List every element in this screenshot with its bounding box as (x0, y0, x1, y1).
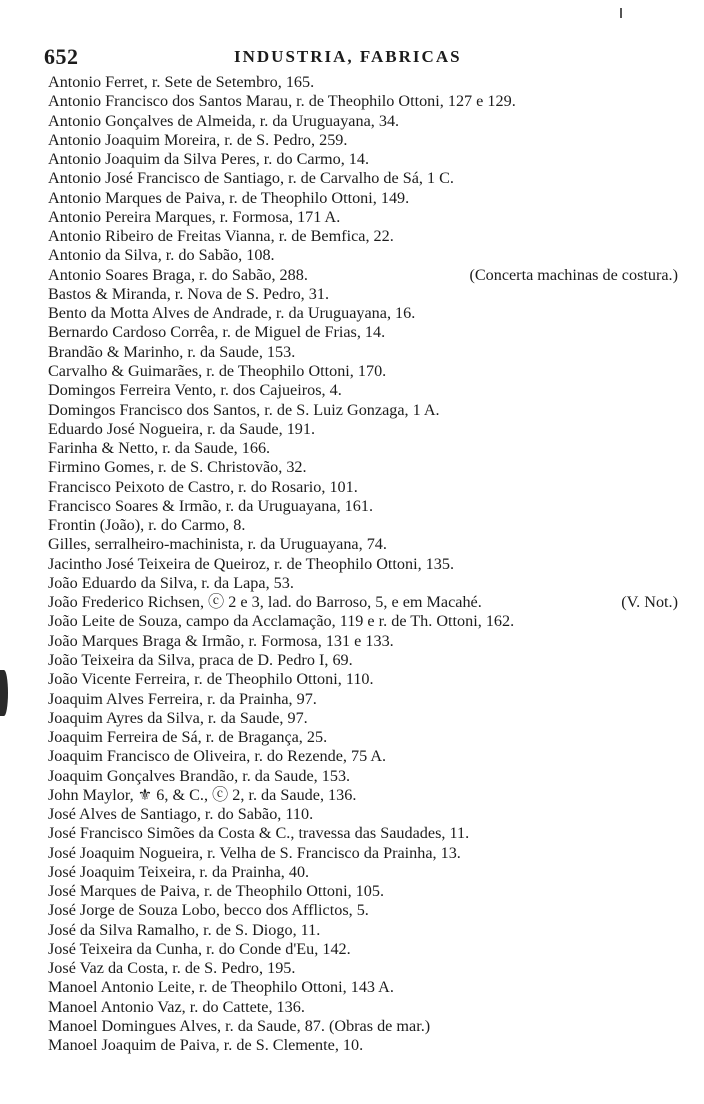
directory-entry: Antonio José Francisco de Santiago, r. de Carvalho de Sá, 1 C. (48, 169, 454, 188)
directory-entry: João Vicente Ferreira, r. de Theophilo Ottoni, 110. (48, 670, 374, 689)
directory-entry: Manoel Antonio Leite, r. de Theophilo Ottoni, 143 A. (48, 978, 394, 997)
entry-main-text: João Frederico Richsen, ⓒ 2 e 3, lad. do Barroso, 5, e em Macahé. (48, 593, 482, 612)
directory-entry: Antonio Ferret, r. Sete de Setembro, 165. (48, 73, 315, 91)
directory-entry: Bernardo Cardoso Corrêa, r. de Miguel de Frias, 14. (48, 323, 386, 342)
directory-entry: Farinha & Netto, r. da Saude, 166. (48, 439, 271, 458)
binding-mark (0, 670, 8, 716)
directory-entry: José Joaquim Teixeira, r. da Prainha, 40. (48, 862, 310, 881)
directory-entry: Joaquim Francisco de Oliveira, r. do Rezende, 75 A. (48, 747, 387, 766)
directory-entry: Gilles, serralheiro-machinista, r. da Uruguayana, 74. (48, 535, 387, 554)
directory-entry: Manoel Domingues Alves, r. da Saude, 87. (Obras de mar.) (48, 1017, 431, 1036)
directory-entry: Firmino Gomes, r. de S. Christovão, 32. (48, 458, 307, 477)
directory-list (48, 73, 678, 1056)
page-number: 652 (44, 44, 79, 69)
directory-entry: Joaquim Gonçalves Brandão, r. da Saude, 153. (48, 766, 351, 785)
directory-entry: José Francisco Simões da Costa & C., travessa das Saudades, 11. (48, 824, 470, 843)
directory-entry: Manoel Joaquim de Paiva, r. de S. Clemente, 10. (48, 1036, 364, 1055)
directory-entry: Francisco Peixoto de Castro, r. do Rosario, 101. (48, 477, 358, 496)
directory-entry: Joaquim Alves Ferreira, r. da Prainha, 97. (48, 689, 317, 708)
directory-entry: João Eduardo da Silva, r. da Lapa, 53. (48, 573, 294, 592)
directory-entry: José Jorge de Souza Lobo, becco dos Afflictos, 5. (48, 901, 369, 920)
directory-entry: Joaquim Ayres da Silva, r. da Saude, 97. (48, 708, 308, 727)
directory-entry: Frontin (João), r. do Carmo, 8. (48, 516, 246, 535)
directory-entry: Antonio Francisco dos Santos Marau, r. de Theophilo Ottoni, 127 e 129. (48, 92, 516, 111)
directory-entry: José Teixeira da Cunha, r. do Conde d'Eu, 142. (48, 939, 351, 958)
directory-entry: Antonio da Silva, r. do Sabão, 108. (48, 246, 275, 265)
directory-entry: Francisco Soares & Irmão, r. da Uruguayana, 161. (48, 496, 374, 515)
directory-entry: Domingos Francisco dos Santos, r. de S. Luiz Gonzaga, 1 A. (48, 400, 440, 419)
directory-entry: José Vaz da Costa, r. de S. Pedro, 195. (48, 959, 296, 978)
directory-entry: Antonio Ribeiro de Freitas Vianna, r. de Bemfica, 22. (48, 227, 394, 246)
directory-entry: Manoel Antonio Vaz, r. do Cattete, 136. (48, 997, 305, 1016)
directory-entry: Bastos & Miranda, r. Nova de S. Pedro, 31. (48, 284, 330, 303)
directory-entry: Carvalho & Guimarães, r. de Theophilo Ottoni, 170. (48, 361, 387, 380)
directory-entry: Antonio Gonçalves de Almeida, r. da Uruguayana, 34. (48, 111, 400, 130)
directory-entry: Joaquim Ferreira de Sá, r. de Bragança, 25. (48, 728, 328, 747)
running-head: INDUSTRIA, FABRICAS (234, 47, 462, 66)
entry-note-text: (Concerta machinas de costura.) (469, 265, 678, 284)
directory-entry: Antonio Marques de Paiva, r. de Theophilo Ottoni, 149. (48, 188, 410, 207)
directory-entry: Eduardo José Nogueira, r. da Saude, 191. (48, 419, 316, 438)
directory-entry (48, 266, 678, 285)
directory-entry: José Alves de Santiago, r. do Sabão, 110. (48, 805, 314, 824)
directory-entry: José Marques de Paiva, r. de Theophilo Ottoni, 105. (48, 882, 384, 901)
directory-entry: Antonio Joaquim Moreira, r. de S. Pedro, 259. (48, 130, 348, 149)
directory-entry: João Teixeira da Silva, praca de D. Pedro I, 69. (48, 650, 353, 669)
entry-main-text: Antonio Soares Braga, r. do Sabão, 288. (48, 265, 308, 284)
directory-entry: João Leite de Souza, campo da Acclamação, 119 e r. de Th. Ottoni, 162. (48, 612, 515, 631)
directory-entry: José da Silva Ramalho, r. de S. Diogo, 11. (48, 920, 321, 939)
directory-entry: Antonio Pereira Marques, r. Formosa, 171 A. (48, 207, 341, 226)
directory-entry: João Marques Braga & Irmão, r. Formosa, 131 e 133. (48, 631, 394, 650)
print-speck (620, 8, 622, 18)
directory-entry (48, 593, 678, 612)
directory-entry: Brandão & Marinho, r. da Saude, 153. (48, 342, 296, 361)
entry-note-text: (V. Not.) (621, 593, 678, 612)
page-header (44, 44, 676, 68)
directory-entry: Bento da Motta Alves de Andrade, r. da Uruguayana, 16. (48, 304, 416, 323)
directory-entry: José Joaquim Nogueira, r. Velha de S. Francisco da Prainha, 13. (48, 843, 461, 862)
directory-entry: Antonio Joaquim da Silva Peres, r. do Carmo, 14. (48, 150, 370, 169)
directory-entry: Domingos Ferreira Vento, r. dos Cajueiros, 4. (48, 381, 342, 400)
directory-entry: John Maylor, ⚜ 6, & C., ⓒ 2, r. da Saude, 136. (48, 785, 357, 804)
directory-entry: Jacintho José Teixeira de Queiroz, r. de Theophilo Ottoni, 135. (48, 554, 455, 573)
